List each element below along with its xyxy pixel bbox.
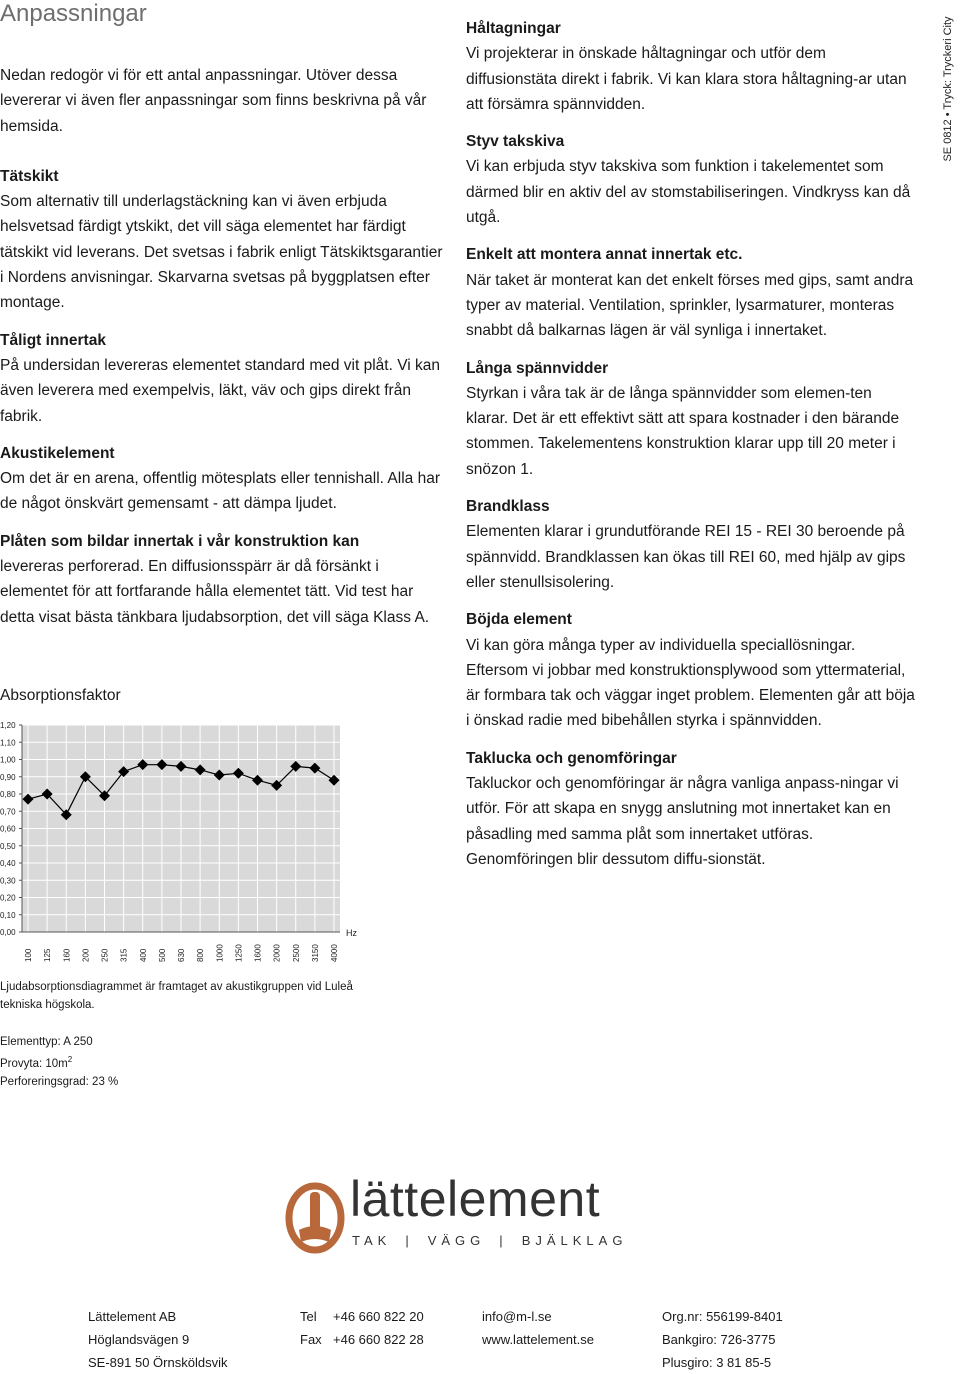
x-tick-label: 1600: [253, 944, 263, 962]
print-info-text: SE 0812 • Tryck: Tryckeri City: [942, 16, 954, 162]
section-langa-spannvidder: [466, 356, 916, 482]
tel-number: +46 660 822 20: [333, 1309, 424, 1324]
x-tick-label: 250: [100, 948, 110, 962]
x-tick-label: 160: [62, 948, 72, 962]
bankgiro: Bankgiro: 726-3775: [662, 1332, 776, 1347]
x-tick-label: 200: [81, 948, 91, 962]
y-tick-label: 0,00: [0, 928, 16, 937]
plusgiro: Plusgiro: 3 81 85-5: [662, 1355, 772, 1370]
footer-web: [482, 1305, 594, 1351]
logo-separator: |: [405, 1233, 414, 1248]
footer-company-ids: [662, 1305, 783, 1374]
right-column: [466, 16, 916, 884]
org-number: Org.nr: 556199-8401: [662, 1309, 783, 1324]
section-brandklass: [466, 494, 916, 595]
section-body: Vi kan erbjuda styv takskiva som funktion i takelementet som därmed blir en aktiv del av stomstabiliseringen. Vindkryss kan då utgå.: [466, 158, 911, 227]
x-tick-label: 100: [24, 948, 33, 962]
y-tick-label: 1,10: [0, 738, 16, 748]
x-tick-label: 630: [177, 948, 186, 962]
section-taligt-innertak: [0, 328, 445, 429]
section-body: Som alternativ till underlagstäckning kan vi även erbjuda helsvetsad färdigt ytskikt, det vill säga elementet har färdigt tätskikt vid leverans. Det svetsas i fabrik enligt Tätskiktsgarantier i Nordens anvisningar. Skarvarna svetsas på byggplatsen efter montage.: [0, 193, 443, 312]
fax-line: [300, 1328, 424, 1351]
section-heading: Tåligt innertak: [0, 331, 106, 349]
section-body: Vi projekterar in önskade håltagningar och utför dem diffusionstäta direkt i fabrik. Vi kan klara stora håltagning-ar utan att försämra spännvidden.: [466, 45, 907, 113]
section-akustikelement: [0, 441, 445, 517]
x-tick-label: 2500: [291, 944, 301, 962]
y-tick-label: 0,60: [0, 824, 16, 834]
section-body: Om det är en arena, offentlig mötesplats eller tennishall. Alla har de något önskvärt gemensamt - att dämpa ljudet.: [0, 470, 440, 513]
section-body: Takluckor och genomföringar är några vanliga anpass-ningar vi utför. För att skapa en snygg anslutning mot innertaket kan en påsadling med samma plåt som innertaket utföras. Genomföringen blir dessutom diffu-sionstät.: [466, 775, 899, 868]
y-tick-label: 0,80: [0, 790, 16, 799]
fax-label: Fax: [300, 1332, 322, 1347]
website-link[interactable]: www.lattelement.se: [482, 1332, 594, 1347]
y-tick-label: 0,40: [0, 859, 16, 868]
y-tick-label: 0,30: [0, 876, 16, 886]
x-tick-label: 800: [196, 948, 206, 962]
section-heading: Håltagningar: [466, 20, 561, 37]
section-styv-takskiva: [466, 129, 916, 230]
x-tick-label: 400: [138, 948, 148, 962]
x-tick-label: 1250: [234, 944, 244, 962]
footer-address: [88, 1305, 227, 1374]
section-heading: Böjda element: [466, 611, 572, 629]
x-tick-label: 1000: [215, 944, 225, 962]
section-haltagningar: [466, 16, 916, 117]
tel-label: Tel: [300, 1309, 317, 1324]
section-bojda-element: [466, 607, 916, 733]
absorption-chart: [0, 715, 370, 965]
y-tick-label: 0,50: [0, 841, 16, 851]
phone-line: [300, 1305, 424, 1328]
section-heading: Plåten som bildar innertak i vår konstruktion kan: [0, 532, 360, 550]
logo-tag-tak: TAK: [352, 1233, 392, 1248]
fax-number: +46 660 822 28: [333, 1332, 424, 1347]
section-body: På undersidan levereras elementet standard med vit plåt. Vi kan även leverera med exempelvis, läkt, väv och gips direkt från fabrik.: [0, 356, 440, 425]
section-body: levereras perforerad. En diffusionsspärr är då försänkt i elementet för att fortfarande hålla elementet tätt. Vid test har detta visat bästa tänkbara ljudabsorption, det vill säga Klass A.: [0, 558, 430, 626]
section-heading: Styv takskiva: [466, 133, 565, 151]
email-link[interactable]: info@m-l.se: [482, 1309, 552, 1324]
absorption-chart-svg: [0, 715, 370, 965]
x-tick-label: 125: [43, 948, 53, 962]
section-heading: Akustikelement: [0, 444, 115, 462]
street-address: Höglandsvägen 9: [88, 1332, 190, 1347]
left-column: [0, 63, 445, 642]
test-specs: [0, 1033, 118, 1091]
section-body: Styrkan i våra tak är de långa spännvidder som elemen-ten klarar. Det är ett effektivt sätt att spara kostnader i den bärande stommen. Takelementens konstruktion klarar upp till 20 meter i snözon 1.: [466, 384, 900, 478]
print-info-sidebar: [938, 14, 958, 164]
logo-tagline: [352, 1233, 627, 1248]
intro-text: Nedan redogör vi för ett antal anpassningar. Utöver dessa levererar vi även fler anpassningar som finns beskrivna på vår hemsida.: [0, 67, 427, 135]
section-body: Vi kan göra många typer av individuella speciallösningar. Eftersom vi jobbar med konstruktionsplywood som yttermaterial, är formbara tak och väggar inget problem. Elementen går att böja i önskad radie med bibehållen styrka i spännvidden.: [466, 636, 915, 730]
logo-tag-bjalklag: BJÄLKLAG: [521, 1233, 628, 1248]
x-tick-label: 500: [157, 948, 167, 962]
y-tick-label: 1,00: [0, 755, 16, 765]
logo-separator: |: [499, 1233, 508, 1248]
section-body: Elementen klarar i grundutförande REI 15 - REI 30 beroende på spännvidd. Brandklassen kan ökas till REI 60, med hjälp av gips eller stenullsisolering.: [466, 523, 906, 591]
provyta: Provyta: $10m^2$: [0, 1055, 73, 1070]
section-tatskikt: [0, 164, 445, 316]
company-name: Lättelement AB: [88, 1309, 177, 1324]
section-heading: Enkelt att montera annat innertak etc.: [466, 246, 743, 264]
element-type: Elementtyp: A 250: [0, 1036, 93, 1048]
logo-tag-vagg: VÄGG: [427, 1233, 486, 1248]
x-tick-label: 4000: [330, 944, 339, 962]
section-heading: Brandklass: [466, 498, 550, 516]
section-heading: Långa spännvidder: [466, 359, 609, 377]
x-tick-label: 2000: [272, 944, 282, 962]
y-tick-label: 1,20: [0, 721, 16, 730]
section-heading: Tätskikt: [0, 167, 59, 185]
y-tick-label: 0,70: [0, 807, 16, 817]
x-tick-label: 315: [119, 948, 129, 962]
x-tick-label: 3150: [310, 944, 320, 962]
perforeringsgrad: Perforeringsgrad: 23 %: [0, 1075, 119, 1088]
city-address: SE-891 50 Örnsköldsvik: [88, 1355, 228, 1370]
chart-title: Absorptionsfaktor: [0, 687, 121, 704]
footer-phone: [300, 1305, 424, 1351]
logo-wordmark: lättelement: [350, 1171, 601, 1227]
y-tick-label: 0,90: [0, 772, 16, 782]
y-tick-label: 0,20: [0, 893, 16, 903]
section-taklucka: [466, 746, 916, 872]
logo-mark-icon: [285, 1182, 345, 1254]
section-perforerad-plat: [0, 529, 445, 630]
page-title: Anpassningar: [0, 0, 147, 27]
company-logo: [285, 1171, 645, 1258]
x-axis-label: Hz: [346, 928, 357, 938]
chart-caption: Ljudabsorptionsdiagrammet är framtaget av akustikgruppen vid Luleå tekniska högskola.: [0, 981, 353, 1011]
provyta-sup: 2: [67, 1055, 73, 1064]
y-tick-label: 0,10: [0, 910, 16, 920]
section-enkelt-montera: [466, 242, 916, 343]
section-body: När taket är monterat kan det enkelt förses med gips, samt andra typer av material. Ventilation, sprinkler, lysarmaturer, monteras snabbt då balkarnas lägen är väl synliga i innertaket.: [466, 271, 914, 340]
section-heading: Taklucka och genomföringar: [466, 749, 677, 767]
